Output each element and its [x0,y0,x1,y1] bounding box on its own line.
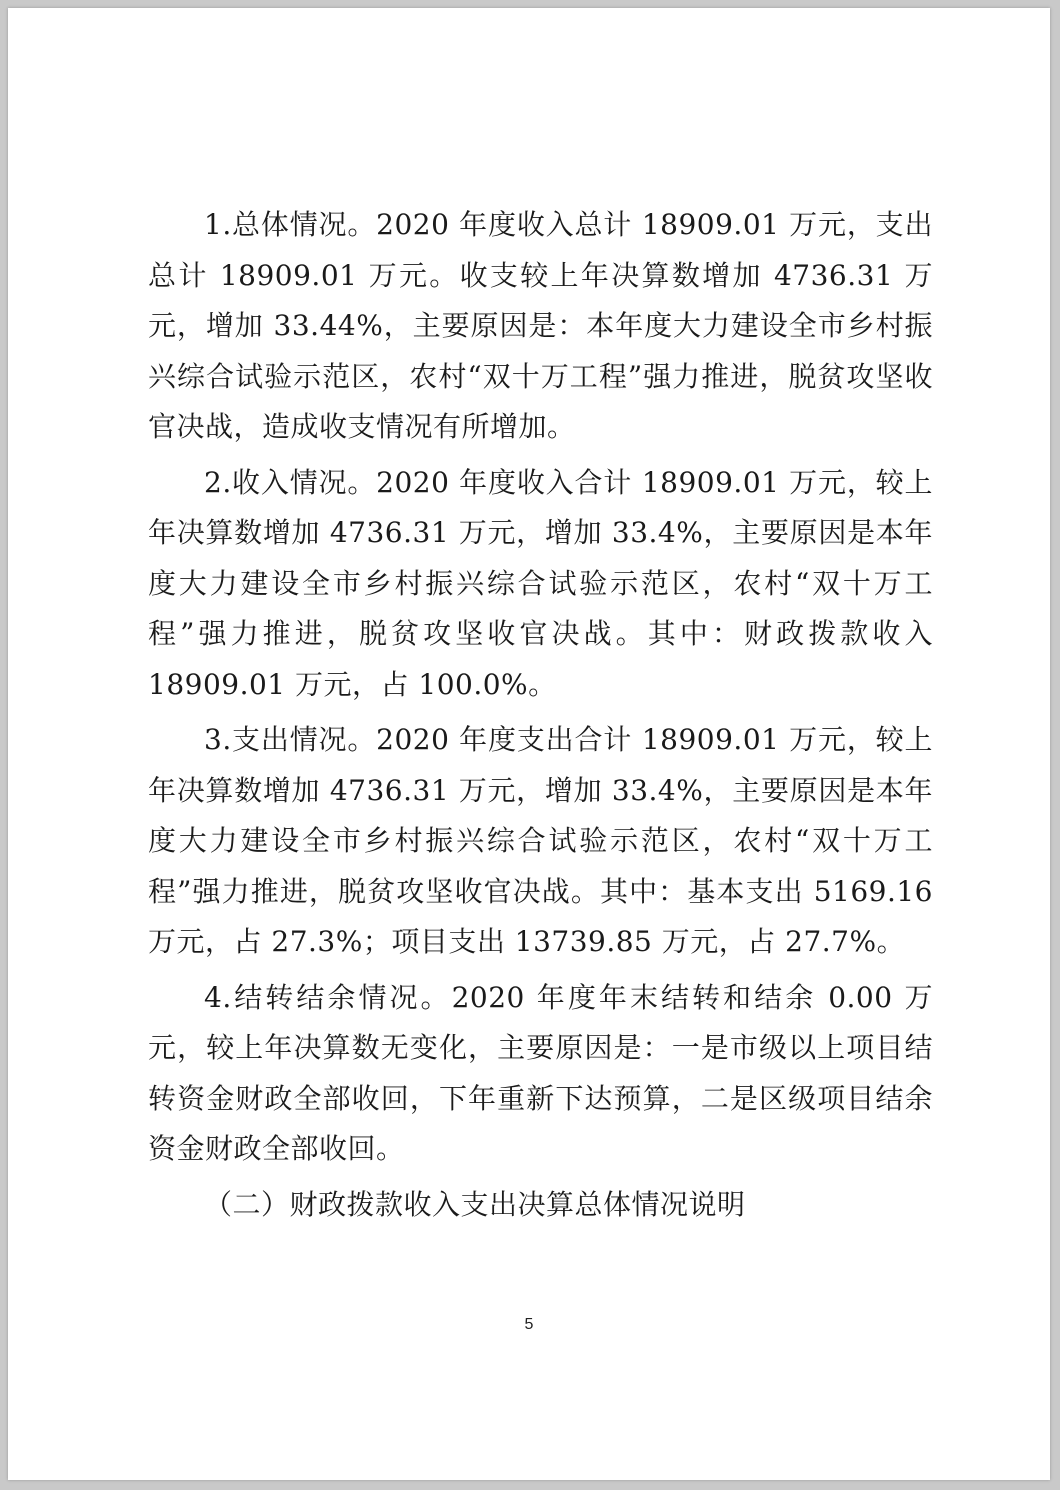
paragraph-overall: 1.总体情况。2020 年度收入总计 18909.01 万元，支出总计 18909.01 万元。收支较上年决算数增加 4736.31 万元，增加 33.44%，主要原因是：本年度大力建设全市乡村振兴综合试验示范区，农村“双十万工程”强力推进，脱贫攻坚收官决战，造成收支情况有所增加。 [148,208,933,443]
paragraph-expenditure: 3.支出情况。2020 年度支出合计 18909.01 万元，较上年决算数增加 4736.31 万元，增加 33.4%，主要原因是本年度大力建设全市乡村振兴综合试验示范区，农村“双十万工程”强力推进，脱贫攻坚收官决战。其中：基本支出 5169.16 万元，占 27.3%；项目支出 13739.85 万元，占 27.7%。 [148,723,933,958]
paragraph-income: 2.收入情况。2020 年度收入合计 18909.01 万元，较上年决算数增加 4736.31 万元，增加 33.4%，主要原因是本年度大力建设全市乡村振兴综合试验示范区，农村“双十万工程”强力推进，脱贫攻坚收官决战。其中：财政拨款收入 18909.01 万元，占 100.0%。 [148,465,933,701]
page-number: 5 [524,1316,534,1333]
document-page [8,8,1050,1480]
section-subheading: （二）财政拨款收入支出决算总体情况说明 [204,1187,746,1221]
paragraph-carryover: 4.结转结余情况。2020 年度年末结转和结余 0.00 万元，较上年决算数无变化，主要原因是：一是市级以上项目结转资金财政全部收回，下年重新下达预算，二是区级项目结余资金财政全部收回。 [148,980,933,1165]
document-body [148,200,933,1258]
